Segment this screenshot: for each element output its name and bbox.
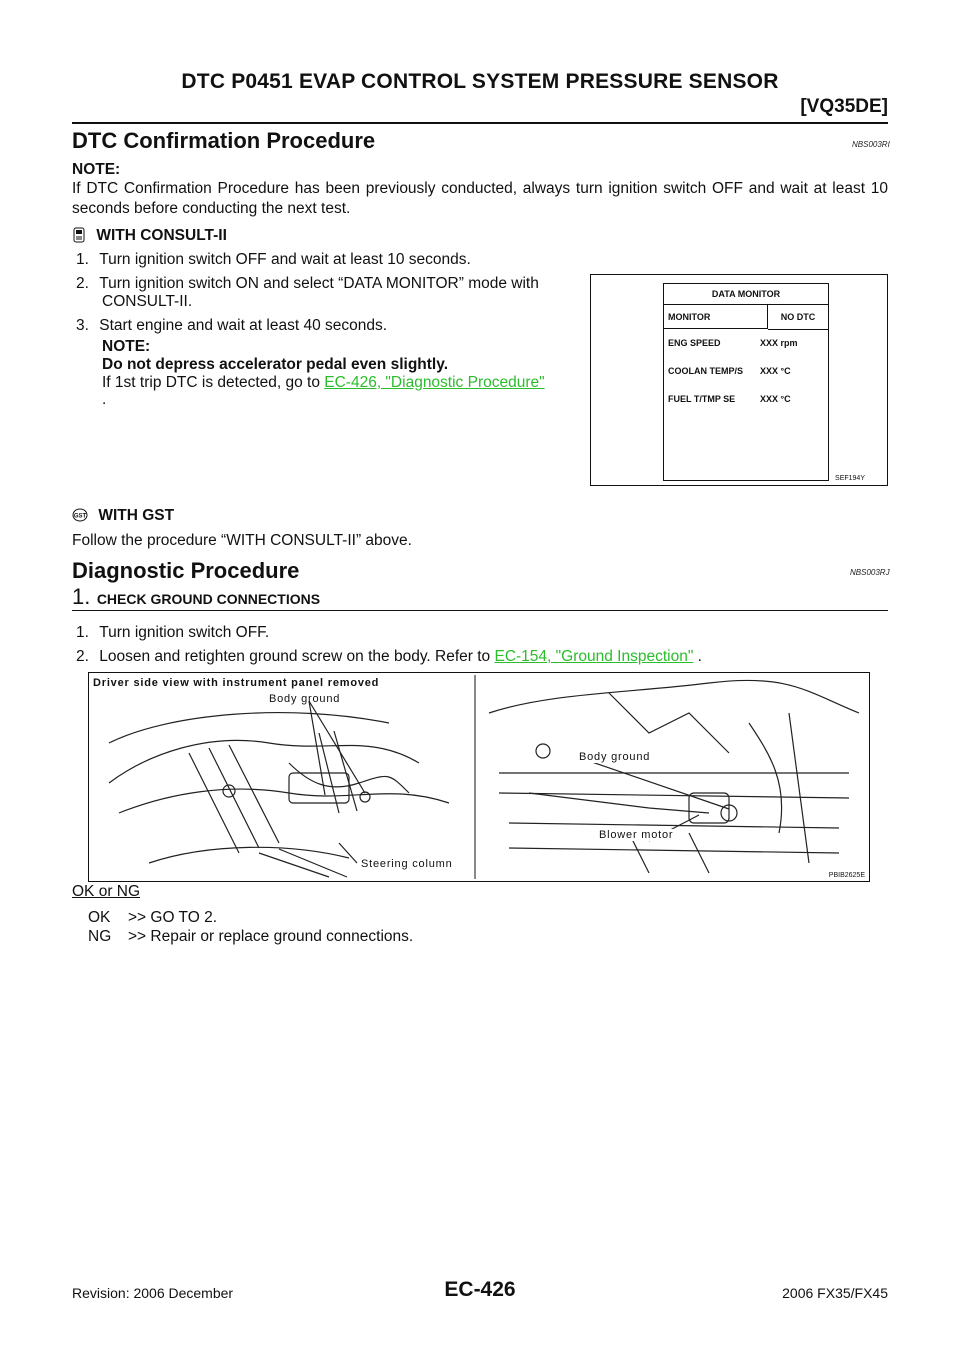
diag-item-1 xyxy=(76,623,269,643)
section-title-diagnostic: Diagnostic Procedure xyxy=(72,558,300,583)
step3-note-suffix: . xyxy=(102,391,107,408)
gst-tool-icon xyxy=(72,507,88,523)
monitor-row-value: XXX °C xyxy=(760,394,791,404)
gst-heading-text: WITH GST xyxy=(98,507,175,524)
ground-inspection-link[interactable]: EC-154, "Ground Inspection" xyxy=(494,648,694,665)
step-text: Start engine and wait at least 40 seconds. xyxy=(99,317,388,334)
diag-step-header xyxy=(72,584,320,610)
consult-heading-text: WITH CONSULT-II xyxy=(96,227,227,244)
step-3 xyxy=(76,316,387,336)
consult-heading xyxy=(72,226,227,246)
figure-code: PBIB2625E xyxy=(828,872,865,879)
item-number: 2. xyxy=(76,648,89,665)
monitor-col2: NO DTC xyxy=(768,305,828,330)
ground-figure xyxy=(88,672,870,882)
monitor-row-value: XXX °C xyxy=(760,366,791,376)
section-title-confirmation: DTC Confirmation Procedure xyxy=(72,128,376,153)
ground-illustration xyxy=(89,673,869,881)
engine-code: [VQ35DE] xyxy=(800,96,888,117)
footer-model: 2006 FX35/FX45 xyxy=(782,1285,888,1301)
result-key: OK xyxy=(88,909,111,926)
diag-step-rule xyxy=(72,610,888,611)
left-label-body-ground: Body ground xyxy=(269,693,341,705)
gst-text: Follow the procedure “WITH CONSULT-II” above. xyxy=(72,532,412,549)
diagnostic-procedure-link[interactable]: EC-426, "Diagnostic Procedure" xyxy=(324,374,545,391)
step-2 xyxy=(76,274,539,294)
header-rule xyxy=(72,122,888,124)
right-label-body-ground: Body ground xyxy=(579,751,651,763)
monitor-row-label: ENG SPEED xyxy=(668,338,721,348)
note-label: NOTE: xyxy=(72,161,121,178)
page-title: DTC P0451 EVAP CONTROL SYSTEM PRESSURE SENSOR xyxy=(181,70,779,93)
figure-code: SEF194Y xyxy=(835,475,865,482)
result-ok xyxy=(88,908,217,928)
section-ref-code: NBS003RI xyxy=(852,140,890,149)
section-ref-code: NBS003RJ xyxy=(850,568,890,577)
ok-ng-label: OK or NG xyxy=(72,883,141,900)
item-text: Loosen and retighten ground screw on the body. Refer to xyxy=(99,648,495,665)
footer-revision: Revision: 2006 December xyxy=(72,1285,234,1301)
monitor-row-value: XXX rpm xyxy=(760,338,798,348)
step-text: Turn ignition switch ON and select “DATA MONITOR” mode with xyxy=(99,275,539,292)
item-text: Turn ignition switch OFF. xyxy=(99,624,270,641)
note-text: If DTC Confirmation Procedure has been previously conducted, always turn ignition switch OFF and wait at least 10 seconds before conducting the next test. xyxy=(72,180,888,217)
result-text: >> Repair or replace ground connections. xyxy=(128,928,414,945)
footer-page-number: EC-426 xyxy=(444,1278,516,1301)
diag-step-title: CHECK GROUND CONNECTIONS xyxy=(96,591,321,607)
left-caption: Driver side view with instrument panel removed xyxy=(93,677,380,689)
step-text: Turn ignition switch OFF and wait at least 10 seconds. xyxy=(99,251,471,268)
result-key: NG xyxy=(88,928,112,945)
step3-note-line xyxy=(102,373,545,393)
item-suffix: . xyxy=(693,648,702,665)
step-2-cont: CONSULT-II. xyxy=(102,293,193,310)
result-text: >> GO TO 2. xyxy=(128,909,218,926)
svg-text:GST: GST xyxy=(73,513,87,520)
step-number: 1. xyxy=(76,251,89,268)
step3-note-prefix: If 1st trip DTC is detected, go to xyxy=(102,374,325,391)
data-monitor-figure xyxy=(590,274,888,486)
result-ng xyxy=(88,927,413,947)
diag-item-2 xyxy=(76,647,702,667)
monitor-row-label: COOLAN TEMP/S xyxy=(668,366,744,376)
step3-note-label: NOTE: xyxy=(102,338,151,355)
monitor-screen xyxy=(663,283,829,481)
left-label-steering-column: Steering column xyxy=(361,858,453,870)
diag-step-number: 1. xyxy=(72,584,91,609)
right-label-blower-motor: Blower motor xyxy=(599,829,674,841)
step-number: 2. xyxy=(76,275,89,292)
monitor-title: DATA MONITOR xyxy=(664,284,828,305)
item-number: 1. xyxy=(76,624,89,641)
gst-heading xyxy=(72,506,174,526)
step-1 xyxy=(76,250,471,270)
step3-note-bold: Do not depress accelerator pedal even slightly. xyxy=(102,356,448,373)
step-number: 3. xyxy=(76,317,89,334)
monitor-row-label: FUEL T/TMP SE xyxy=(668,394,736,404)
monitor-col1: MONITOR xyxy=(664,305,768,329)
consult-tool-icon xyxy=(72,227,86,243)
